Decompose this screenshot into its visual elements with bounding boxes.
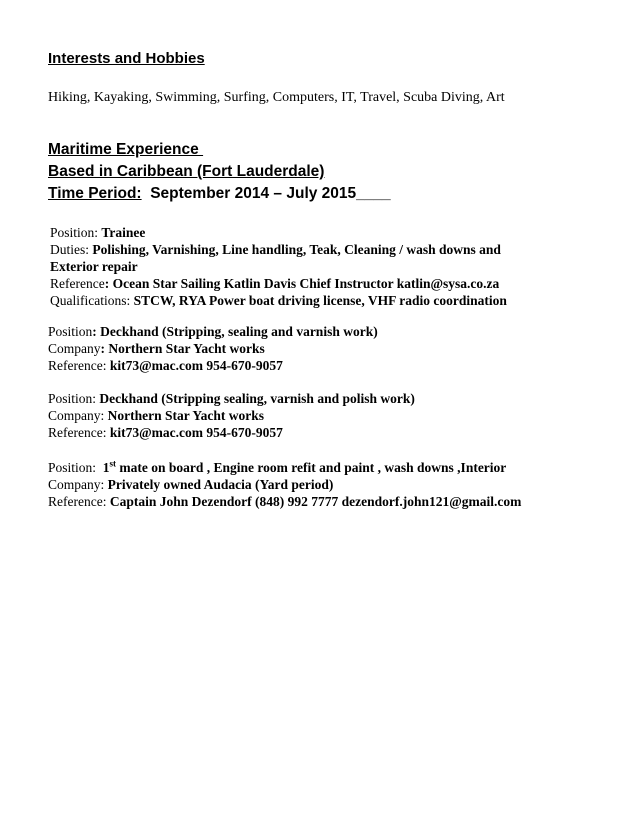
hobbies-list: Hiking, Kayaking, Swimming, Surfing, Computers, IT, Travel, Scuba Diving, Art [48, 90, 505, 105]
reference-line [48, 424, 415, 441]
time-period-value: September 2014 – July 2015____ [141, 185, 391, 202]
maritime-heading: Maritime Experience [48, 141, 204, 158]
reference-value: : Ocean Star Sailing Katlin Davis Chief Instructor katlin@sysa.co.za [104, 276, 500, 291]
position-value [103, 460, 507, 475]
experience-entry-deckhand-1 [48, 323, 378, 374]
position-line [50, 224, 507, 241]
duties-line [50, 241, 507, 258]
experience-entry-trainee [50, 224, 507, 309]
reference-label: Reference [50, 276, 105, 291]
time-period-label: Time Period: [48, 185, 142, 202]
position-number: 1 [102, 460, 110, 475]
company-label: Company: [48, 408, 105, 423]
duties-value: Polishing, Varnishing, Line handling, Teak, Cleaning / wash downs and [92, 242, 501, 257]
company-value: : Northern Star Yacht works [100, 341, 265, 356]
reference-label: Reference: [48, 494, 107, 509]
experience-entry-first-mate [48, 459, 521, 510]
reference-label: Reference: [48, 425, 107, 440]
qualifications-value: STCW, RYA Power boat driving license, VHF radio coordination [133, 293, 507, 308]
position-label: Position: [50, 225, 99, 240]
company-value: Privately owned Audacia (Yard period) [107, 477, 334, 492]
reference-line [50, 275, 507, 292]
position-line [48, 459, 521, 476]
position-text: mate on board , Engine room refit and paint , wash downs ,Interior [116, 460, 507, 475]
reference-label: Reference: [48, 358, 107, 373]
time-period-heading [48, 185, 391, 203]
experience-entry-deckhand-2 [48, 390, 415, 441]
qualifications-line [50, 292, 507, 309]
position-value: : Deckhand (Stripping, sealing and varnish work) [92, 324, 378, 339]
position-value: Deckhand (Stripping sealing, varnish and polish work) [99, 391, 415, 406]
company-value: Northern Star Yacht works [107, 408, 264, 423]
ordinal-suffix: st [109, 458, 117, 469]
position-label: Position [48, 324, 93, 339]
position-label: Position: [48, 460, 97, 475]
company-label: Company: [48, 477, 105, 492]
position-value: Trainee [101, 225, 146, 240]
reference-line [48, 493, 521, 510]
based-in-heading: Based in Caribbean (Fort Lauderdale) [48, 163, 325, 180]
duties-label: Duties: [50, 242, 89, 257]
duties-line-2 [50, 258, 507, 275]
reference-line [48, 357, 378, 374]
position-label: Position: [48, 391, 97, 406]
qualifications-label: Qualifications: [50, 293, 131, 308]
company-line [48, 476, 521, 493]
position-line [48, 323, 378, 340]
company-line [48, 340, 378, 357]
duties-value-cont: Exterior repair [50, 259, 138, 274]
company-label: Company [48, 341, 101, 356]
position-line [48, 390, 415, 407]
company-line [48, 407, 415, 424]
reference-value: kit73@mac.com 954-670-9057 [109, 425, 283, 440]
reference-value: kit73@mac.com 954-670-9057 [109, 358, 283, 373]
reference-value: Captain John Dezendorf (848) 992 7777 dezendorf.john121@gmail.com [109, 494, 522, 509]
interests-heading: Interests and Hobbies [48, 50, 205, 67]
